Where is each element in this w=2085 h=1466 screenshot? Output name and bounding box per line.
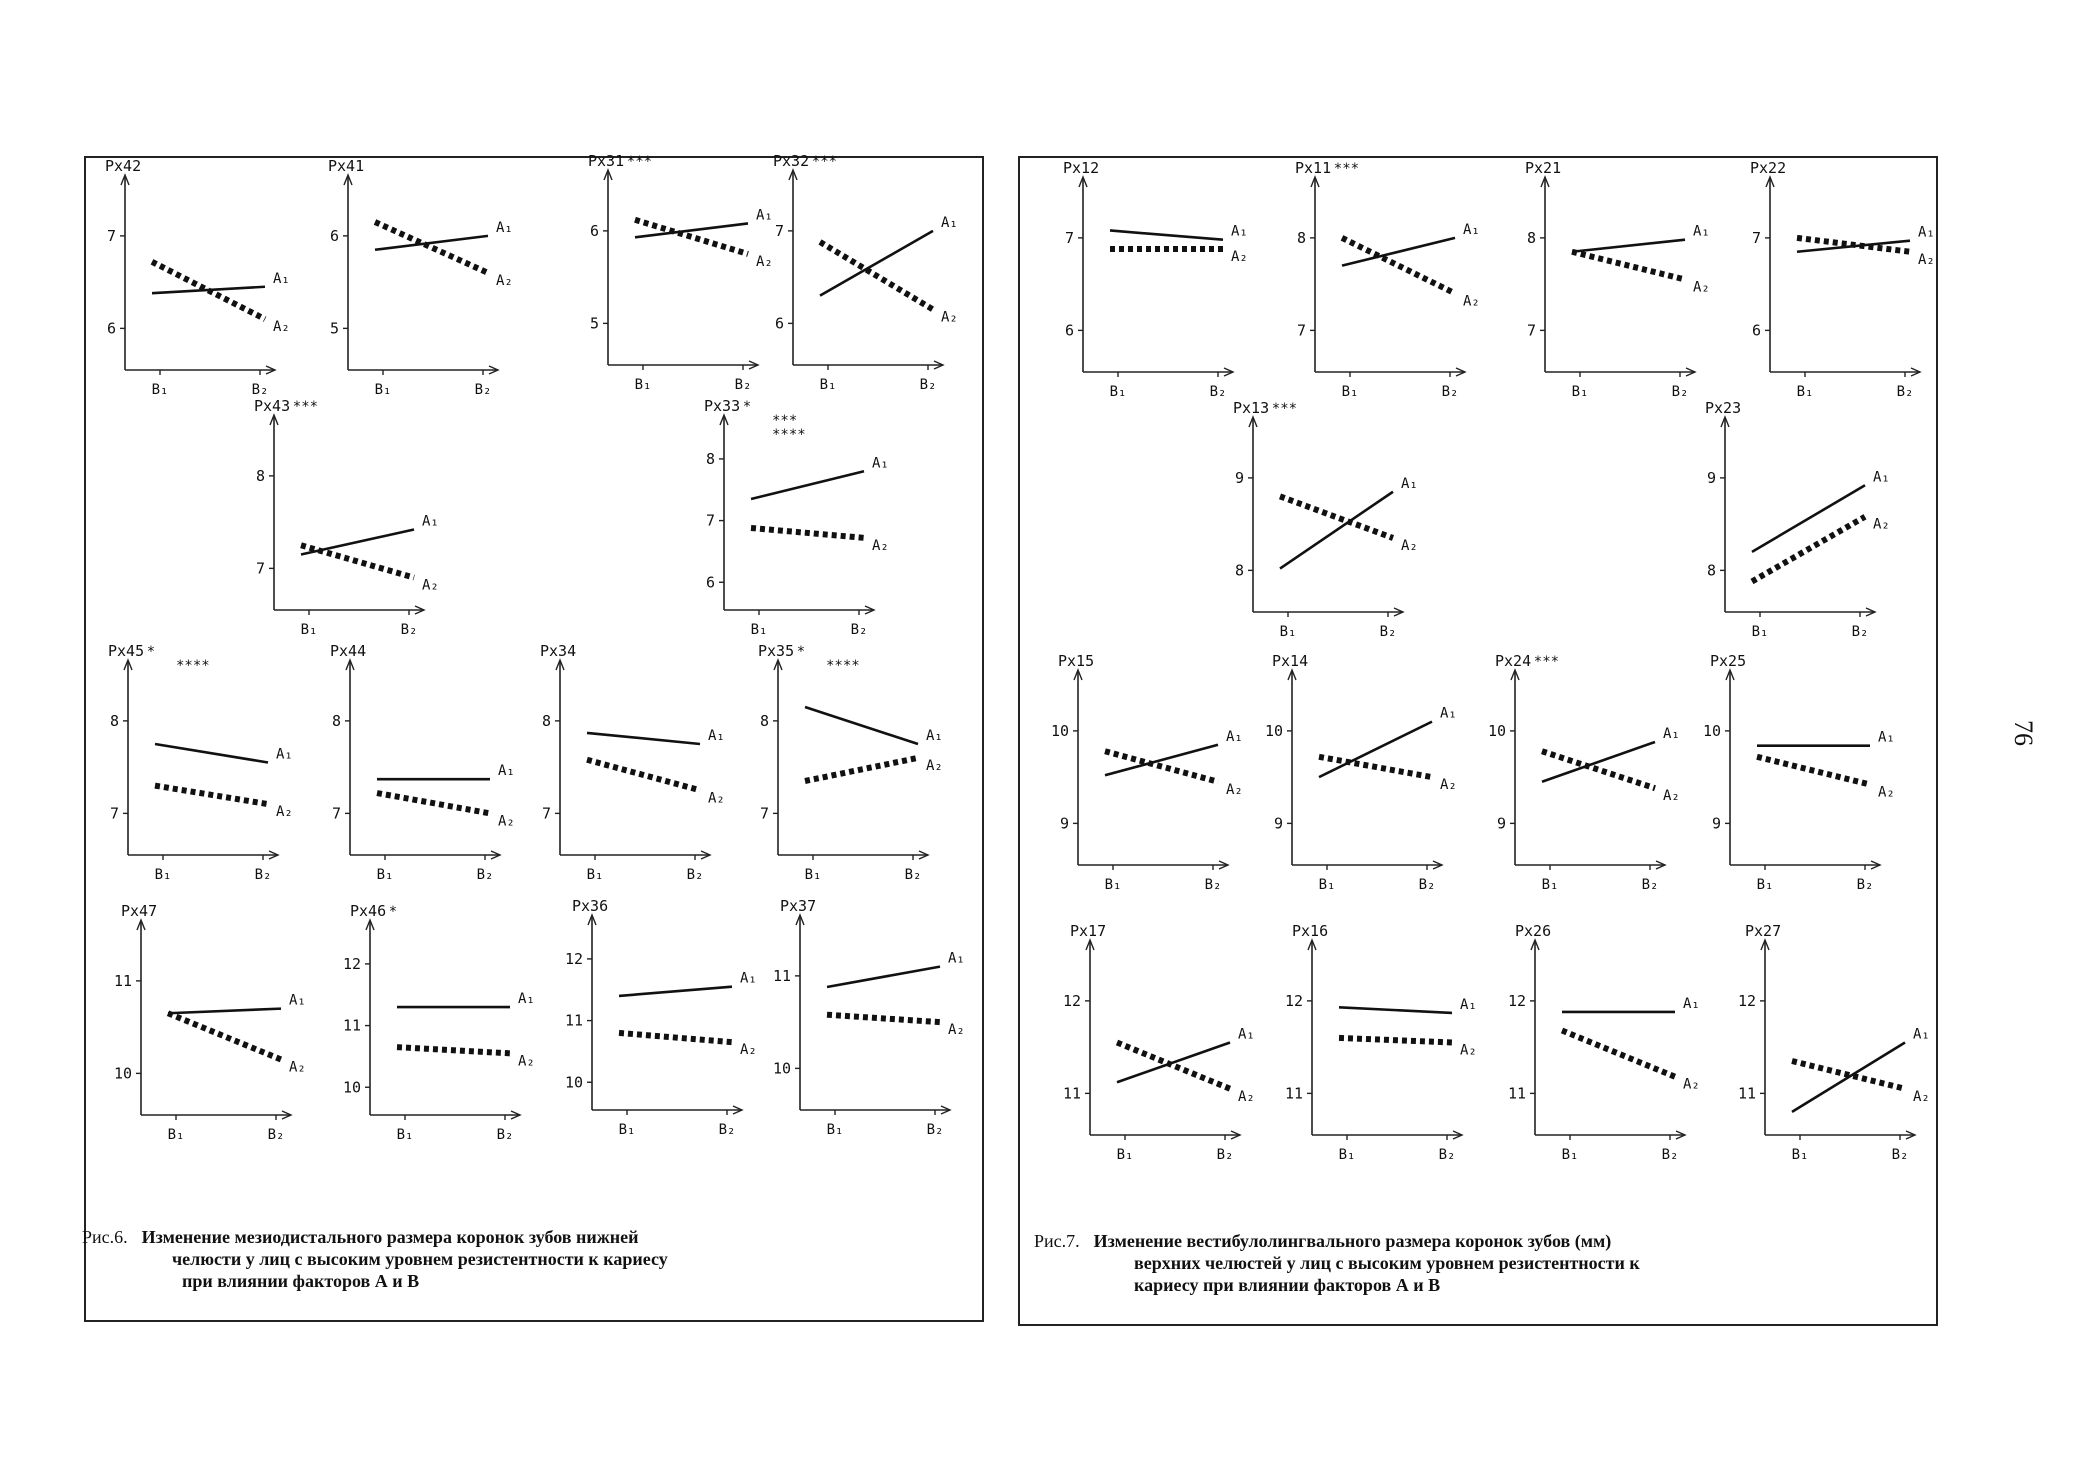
series-a1-label: A₁	[1463, 221, 1480, 238]
series-a1-label: A₁	[422, 513, 439, 530]
x-tick-label: B₁	[167, 1127, 185, 1143]
series-a2-line	[805, 758, 918, 781]
series-a1-label: A₁	[1683, 995, 1700, 1012]
series-a1-line	[1342, 238, 1455, 266]
x-tick-label: B₂	[718, 1122, 736, 1138]
series-a1-label: A₁	[276, 746, 293, 763]
x-tick-label: B₁	[750, 622, 768, 638]
chart-title: Px14	[1272, 652, 1309, 670]
series-a2-label: A₂	[1683, 1076, 1700, 1093]
y-tick-label: 11	[342, 1016, 361, 1035]
significance-stars: ***	[1271, 401, 1298, 417]
series-a2-line	[152, 262, 265, 319]
chart-title: Px44	[330, 642, 367, 660]
y-tick-label: 6	[1064, 321, 1074, 340]
chart-title: Px25	[1710, 652, 1747, 670]
figure-6-caption-label: Рис.6.	[82, 1227, 128, 1247]
y-tick-label: 12	[564, 949, 583, 968]
series-a1-label: A₁	[708, 728, 725, 744]
x-tick-label: B₁	[396, 1127, 414, 1143]
series-a2-line	[397, 1047, 510, 1053]
series-a2-line	[1752, 517, 1865, 582]
x-tick-label: B₁	[618, 1122, 636, 1138]
x-tick-label: B₂	[267, 1127, 285, 1143]
chart-px37	[773, 897, 965, 1138]
figure-6-caption-line-2: челюсти у лиц с высоким уровнем резистентности к кариесу	[172, 1249, 668, 1269]
chart-title: Px21	[1525, 159, 1562, 177]
significance-stars: ***	[811, 154, 838, 170]
chart-title: Px23	[1705, 399, 1742, 417]
chart-px34	[540, 642, 725, 883]
x-tick-label: B₂	[919, 377, 937, 393]
y-tick-label: 12	[1737, 991, 1756, 1010]
significance-stars: ***	[292, 399, 319, 415]
chart-px15	[1051, 652, 1243, 893]
series-a2-label: A₂	[1663, 788, 1680, 805]
chart-px22	[1750, 159, 1935, 400]
series-a2-label: A₂	[708, 790, 725, 807]
x-tick-label: B₁	[1751, 624, 1769, 640]
y-tick-label: 7	[541, 804, 551, 823]
x-tick-label: B₂	[1896, 384, 1914, 400]
y-tick-label: 6	[589, 221, 599, 240]
chart-title: Px42	[105, 157, 142, 175]
series-a1-label: A₁	[1460, 996, 1477, 1013]
series-a1-label: A₁	[740, 970, 757, 987]
figure-6-caption-line-1: Изменение мезиодистального размера коронок зубов нижней	[141, 1227, 639, 1247]
series-a1-label: A₁	[496, 219, 513, 236]
chart-title: Px33	[704, 397, 741, 415]
y-tick-label: 11	[1737, 1084, 1756, 1103]
x-tick-label: B₂	[1216, 1147, 1234, 1163]
chart-title: Px46	[350, 902, 387, 920]
series-a2-label: A₂	[1401, 538, 1418, 554]
x-tick-label: B₂	[1379, 624, 1397, 640]
significance-stars: *	[796, 644, 806, 660]
chart-px44	[330, 642, 515, 883]
y-tick-label: 11	[1062, 1084, 1081, 1103]
figure-6-caption-line-3: при влиянии факторов А и В	[182, 1271, 420, 1291]
series-a2-label: A₂	[1440, 777, 1457, 794]
x-tick-label: B₂	[1891, 1147, 1909, 1163]
y-tick-label: 9	[1706, 468, 1716, 487]
series-a2-label: A₂	[276, 804, 293, 821]
y-tick-label: 12	[1507, 991, 1526, 1010]
series-a2-line	[751, 528, 864, 538]
y-tick-label: 10	[1050, 721, 1069, 740]
series-a1-line	[805, 707, 918, 744]
x-tick-label: B₁	[634, 377, 652, 393]
series-a2-label: A₂	[422, 577, 439, 594]
x-tick-label: B₁	[819, 377, 837, 393]
chart-px23	[1705, 399, 1890, 640]
y-tick-label: 8	[1526, 228, 1536, 247]
figure-7-caption-label: Рис.7.	[1034, 1231, 1080, 1251]
x-tick-label: B₂	[1438, 1147, 1456, 1163]
x-tick-label: B₂	[254, 867, 272, 883]
series-a2-label: A₂	[1226, 781, 1243, 798]
x-tick-label: B₂	[1856, 877, 1874, 893]
y-tick-label: 8	[541, 711, 551, 730]
series-a1-label: A₁	[518, 991, 535, 1008]
series-a1-line	[1542, 742, 1655, 782]
x-tick-label: B₁	[1796, 384, 1814, 400]
x-tick-label: B₁	[1341, 384, 1359, 400]
series-a1-label: A₁	[1913, 1026, 1930, 1043]
x-tick-label: B₂	[1204, 877, 1222, 893]
chart-title: Px16	[1292, 922, 1329, 940]
series-a2-line	[1572, 252, 1685, 280]
y-tick-label: 7	[759, 804, 769, 823]
series-a1-line	[820, 231, 933, 296]
chart-px13	[1233, 399, 1418, 640]
series-a1-line	[1752, 485, 1865, 552]
x-tick-label: B₁	[586, 867, 604, 883]
chart-title: Px24	[1495, 652, 1532, 670]
y-tick-label: 7	[1526, 321, 1536, 340]
figure-6-caption	[82, 1226, 902, 1292]
series-a2-line	[1542, 751, 1655, 788]
significance-stars: ****	[826, 658, 860, 674]
series-a1-label: A₁	[1873, 469, 1890, 486]
x-tick-label: B₁	[151, 382, 169, 398]
x-tick-label: B₁	[300, 622, 318, 638]
series-a2-label: A₂	[1873, 516, 1890, 533]
series-a1-label: A₁	[1693, 223, 1710, 240]
series-a1-label: A₁	[1226, 728, 1243, 745]
y-tick-label: 11	[772, 966, 791, 985]
series-a1-line	[301, 530, 414, 555]
y-tick-label: 7	[106, 226, 116, 245]
y-tick-label: 9	[1711, 814, 1721, 833]
x-tick-label: B₂	[926, 1122, 944, 1138]
x-tick-label: B₁	[1338, 1147, 1356, 1163]
y-tick-label: 11	[1284, 1084, 1303, 1103]
y-tick-label: 7	[255, 559, 265, 578]
chart-title: Px35	[758, 642, 795, 660]
series-a1-line	[168, 1009, 281, 1014]
x-tick-label: B₂	[476, 867, 494, 883]
y-tick-label: 7	[1296, 321, 1306, 340]
chart-title: Px37	[780, 897, 817, 915]
chart-px47	[114, 902, 306, 1143]
series-a1-line	[1117, 1043, 1230, 1083]
x-tick-label: B₂	[251, 382, 269, 398]
series-a2-line	[1339, 1038, 1452, 1043]
y-tick-label: 6	[329, 226, 339, 245]
y-tick-label: 7	[774, 221, 784, 240]
series-a1-label: A₁	[1238, 1026, 1255, 1043]
y-tick-label: 7	[1751, 228, 1761, 247]
series-a1-line	[751, 471, 864, 499]
x-tick-label: B₂	[496, 1127, 514, 1143]
x-tick-label: B₁	[376, 867, 394, 883]
chart-px27	[1738, 922, 1930, 1163]
chart-title: Px31	[588, 152, 625, 170]
y-tick-label: 6	[705, 573, 715, 592]
series-a2-line	[827, 1015, 940, 1022]
series-a2-line	[377, 793, 490, 813]
x-tick-label: B₂	[400, 622, 418, 638]
figure-7-caption-line-3: кариесу при влиянии факторов А и В	[1134, 1275, 1441, 1295]
x-tick-label: B₂	[734, 377, 752, 393]
chart-title: Px15	[1058, 652, 1095, 670]
y-tick-label: 12	[1062, 991, 1081, 1010]
series-a1-line	[1110, 230, 1223, 239]
series-a2-label: A₂	[1913, 1088, 1930, 1105]
x-tick-label: B₁	[1104, 877, 1122, 893]
chart-px12	[1063, 159, 1248, 400]
chart-title: Px36	[572, 897, 609, 915]
x-tick-label: B₂	[1851, 624, 1869, 640]
y-tick-label: 8	[1706, 561, 1716, 580]
chart-px33	[704, 397, 889, 638]
significance-stars: ****	[772, 427, 806, 443]
x-tick-label: B₁	[826, 1122, 844, 1138]
x-tick-label: B₁	[1791, 1147, 1809, 1163]
series-a2-label: A₂	[518, 1053, 535, 1070]
chart-title: Px47	[121, 902, 158, 920]
x-tick-label: B₁	[374, 382, 392, 398]
y-tick-label: 11	[1507, 1084, 1526, 1103]
series-a1-label: A₁	[941, 214, 958, 231]
significance-stars: ****	[176, 658, 210, 674]
chart-title: Px17	[1070, 922, 1107, 940]
series-a1-line	[155, 744, 268, 763]
y-tick-label: 7	[705, 511, 715, 530]
y-tick-label: 9	[1234, 468, 1244, 487]
x-tick-label: B₁	[1571, 384, 1589, 400]
chart-title: Px34	[540, 642, 577, 660]
y-tick-label: 12	[1284, 991, 1303, 1010]
chart-px25	[1703, 652, 1895, 893]
series-a1-line	[1105, 745, 1218, 776]
chart-px17	[1063, 922, 1255, 1163]
x-tick-label: B₁	[1109, 384, 1127, 400]
chart-title: Px12	[1063, 159, 1100, 177]
chart-px14	[1265, 652, 1457, 893]
series-a2-line	[155, 786, 268, 805]
series-a2-line	[1319, 757, 1432, 777]
series-a1-label: A₁	[273, 270, 290, 287]
series-a2-label: A₂	[872, 537, 889, 554]
y-tick-label: 7	[109, 804, 119, 823]
chart-title: Px43	[254, 397, 291, 415]
x-tick-label: B₁	[1318, 877, 1336, 893]
series-a2-label: A₂	[1463, 293, 1480, 310]
chart-title: Px27	[1745, 922, 1782, 940]
y-tick-label: 10	[1702, 721, 1721, 740]
series-a1-label: A₁	[289, 992, 306, 1009]
chart-title: Px41	[328, 157, 365, 175]
chart-title: Px32	[773, 152, 810, 170]
significance-stars: *	[388, 904, 398, 920]
series-a1-label: A₁	[926, 728, 943, 744]
series-a1-label: A₁	[498, 763, 515, 780]
figure-7-caption	[1034, 1230, 1914, 1296]
series-a2-label: A₂	[1878, 784, 1895, 801]
series-a2-label: A₂	[273, 319, 290, 336]
x-tick-label: B₂	[904, 867, 922, 883]
series-a2-label: A₂	[740, 1042, 757, 1059]
chart-px45	[108, 642, 293, 883]
y-tick-label: 11	[113, 971, 132, 990]
series-a2-label: A₂	[496, 272, 513, 289]
chart-px46	[343, 902, 535, 1143]
x-tick-label: B₂	[1671, 384, 1689, 400]
y-tick-label: 10	[342, 1078, 361, 1097]
series-a1-label: A₁	[1401, 475, 1418, 492]
y-tick-label: 6	[106, 319, 116, 338]
significance-stars: ***	[626, 154, 653, 170]
chart-px35	[758, 642, 943, 883]
y-tick-label: 8	[705, 449, 715, 468]
chart-title: Px13	[1233, 399, 1270, 417]
x-tick-label: B₂	[1209, 384, 1227, 400]
series-a1-line	[587, 733, 700, 744]
series-a1-line	[827, 967, 940, 987]
y-tick-label: 12	[342, 954, 361, 973]
figure-7-caption-line-1: Изменение вестибулолингвального размера коронок зубов (мм)	[1093, 1231, 1612, 1251]
series-a2-label: A₂	[1460, 1042, 1477, 1059]
x-tick-label: B₂	[474, 382, 492, 398]
y-tick-label: 5	[329, 319, 339, 338]
series-a1-label: A₁	[756, 207, 773, 224]
y-tick-label: 7	[1064, 228, 1074, 247]
y-tick-label: 6	[774, 314, 784, 333]
x-tick-label: B₂	[850, 622, 868, 638]
series-a1-line	[619, 987, 732, 996]
series-a1-label: A₁	[1918, 224, 1935, 241]
y-tick-label: 7	[331, 804, 341, 823]
y-tick-label: 10	[564, 1073, 583, 1092]
x-tick-label: B₂	[1418, 877, 1436, 893]
chart-px32	[773, 152, 958, 393]
x-tick-label: B₁	[1561, 1147, 1579, 1163]
x-tick-label: B₁	[1279, 624, 1297, 640]
x-tick-label: B₂	[1441, 384, 1459, 400]
chart-px16	[1285, 922, 1477, 1163]
chart-px21	[1525, 159, 1710, 400]
y-tick-label: 9	[1496, 814, 1506, 833]
series-a2-label: A₂	[1918, 251, 1935, 268]
chart-title: Px11	[1295, 159, 1332, 177]
significance-stars: ***	[1533, 654, 1560, 670]
y-tick-label: 10	[113, 1064, 132, 1083]
x-tick-label: B₁	[154, 867, 172, 883]
chart-title: Px26	[1515, 922, 1552, 940]
chart-px24	[1488, 652, 1680, 893]
series-a2-label: A₂	[1231, 248, 1248, 265]
chart-px36	[565, 897, 757, 1138]
series-a1-label: A₁	[1663, 725, 1680, 742]
significance-stars: ***	[772, 413, 798, 429]
series-a2-label: A₂	[289, 1059, 306, 1076]
series-a1-label: A₁	[948, 950, 965, 967]
y-tick-label: 8	[1296, 228, 1306, 247]
series-a2-line	[1757, 757, 1870, 785]
y-tick-label: 11	[564, 1011, 583, 1030]
series-a1-label: A₁	[1440, 705, 1457, 722]
x-tick-label: B₁	[1541, 877, 1559, 893]
series-a1-line	[1572, 240, 1685, 252]
y-tick-label: 9	[1059, 814, 1069, 833]
chart-px43	[254, 397, 439, 638]
y-tick-label: 8	[759, 711, 769, 730]
series-a2-label: A₂	[498, 813, 515, 830]
x-tick-label: B₂	[686, 867, 704, 883]
series-a2-line	[1342, 238, 1455, 294]
y-tick-label: 8	[109, 711, 119, 730]
chart-px42	[105, 157, 290, 398]
y-tick-label: 10	[1264, 721, 1283, 740]
series-a2-label: A₂	[948, 1022, 965, 1039]
series-a2-line	[820, 242, 933, 310]
series-a2-line	[1105, 751, 1218, 782]
series-a2-line	[587, 760, 700, 791]
y-tick-label: 9	[1273, 814, 1283, 833]
chart-px26	[1508, 922, 1700, 1163]
series-a2-label: A₂	[1238, 1088, 1255, 1105]
series-a1-label: A₁	[872, 455, 889, 472]
chart-title: Px45	[108, 642, 145, 660]
x-tick-label: B₁	[1116, 1147, 1134, 1163]
series-a2-label: A₂	[756, 254, 773, 270]
series-a1-label: A₁	[1878, 729, 1895, 746]
chart-title: Px22	[1750, 159, 1787, 177]
chart-px11	[1295, 159, 1480, 400]
series-a2-line	[619, 1033, 732, 1042]
y-tick-label: 10	[1487, 721, 1506, 740]
significance-stars: *	[146, 644, 156, 660]
series-a1-line	[375, 236, 488, 250]
series-a2-label: A₂	[926, 757, 943, 774]
y-tick-label: 6	[1751, 321, 1761, 340]
x-tick-label: B₂	[1641, 877, 1659, 893]
y-tick-label: 8	[255, 466, 265, 485]
x-tick-label: B₁	[1756, 877, 1774, 893]
series-a2-line	[168, 1013, 281, 1059]
page-number: 76	[2009, 720, 2038, 746]
y-tick-label: 5	[589, 314, 599, 333]
x-tick-label: B₁	[804, 867, 822, 883]
significance-stars: *	[742, 399, 752, 415]
y-tick-label: 8	[331, 711, 341, 730]
significance-stars: ***	[1333, 161, 1360, 177]
y-tick-label: 10	[772, 1059, 791, 1078]
chart-px31	[588, 152, 773, 393]
series-a2-label: A₂	[941, 309, 958, 326]
series-a2-label: A₂	[1693, 279, 1710, 296]
figure-7-caption-line-2: верхних челюстей у лиц с высоким уровнем резистентности к	[1134, 1253, 1640, 1273]
y-tick-label: 8	[1234, 561, 1244, 580]
series-a1-label: A₁	[1231, 223, 1248, 240]
series-a2-line	[1792, 1061, 1905, 1089]
chart-px41	[328, 157, 513, 398]
x-tick-label: B₂	[1661, 1147, 1679, 1163]
series-a1-line	[1339, 1007, 1452, 1013]
series-a2-line	[1562, 1030, 1675, 1076]
